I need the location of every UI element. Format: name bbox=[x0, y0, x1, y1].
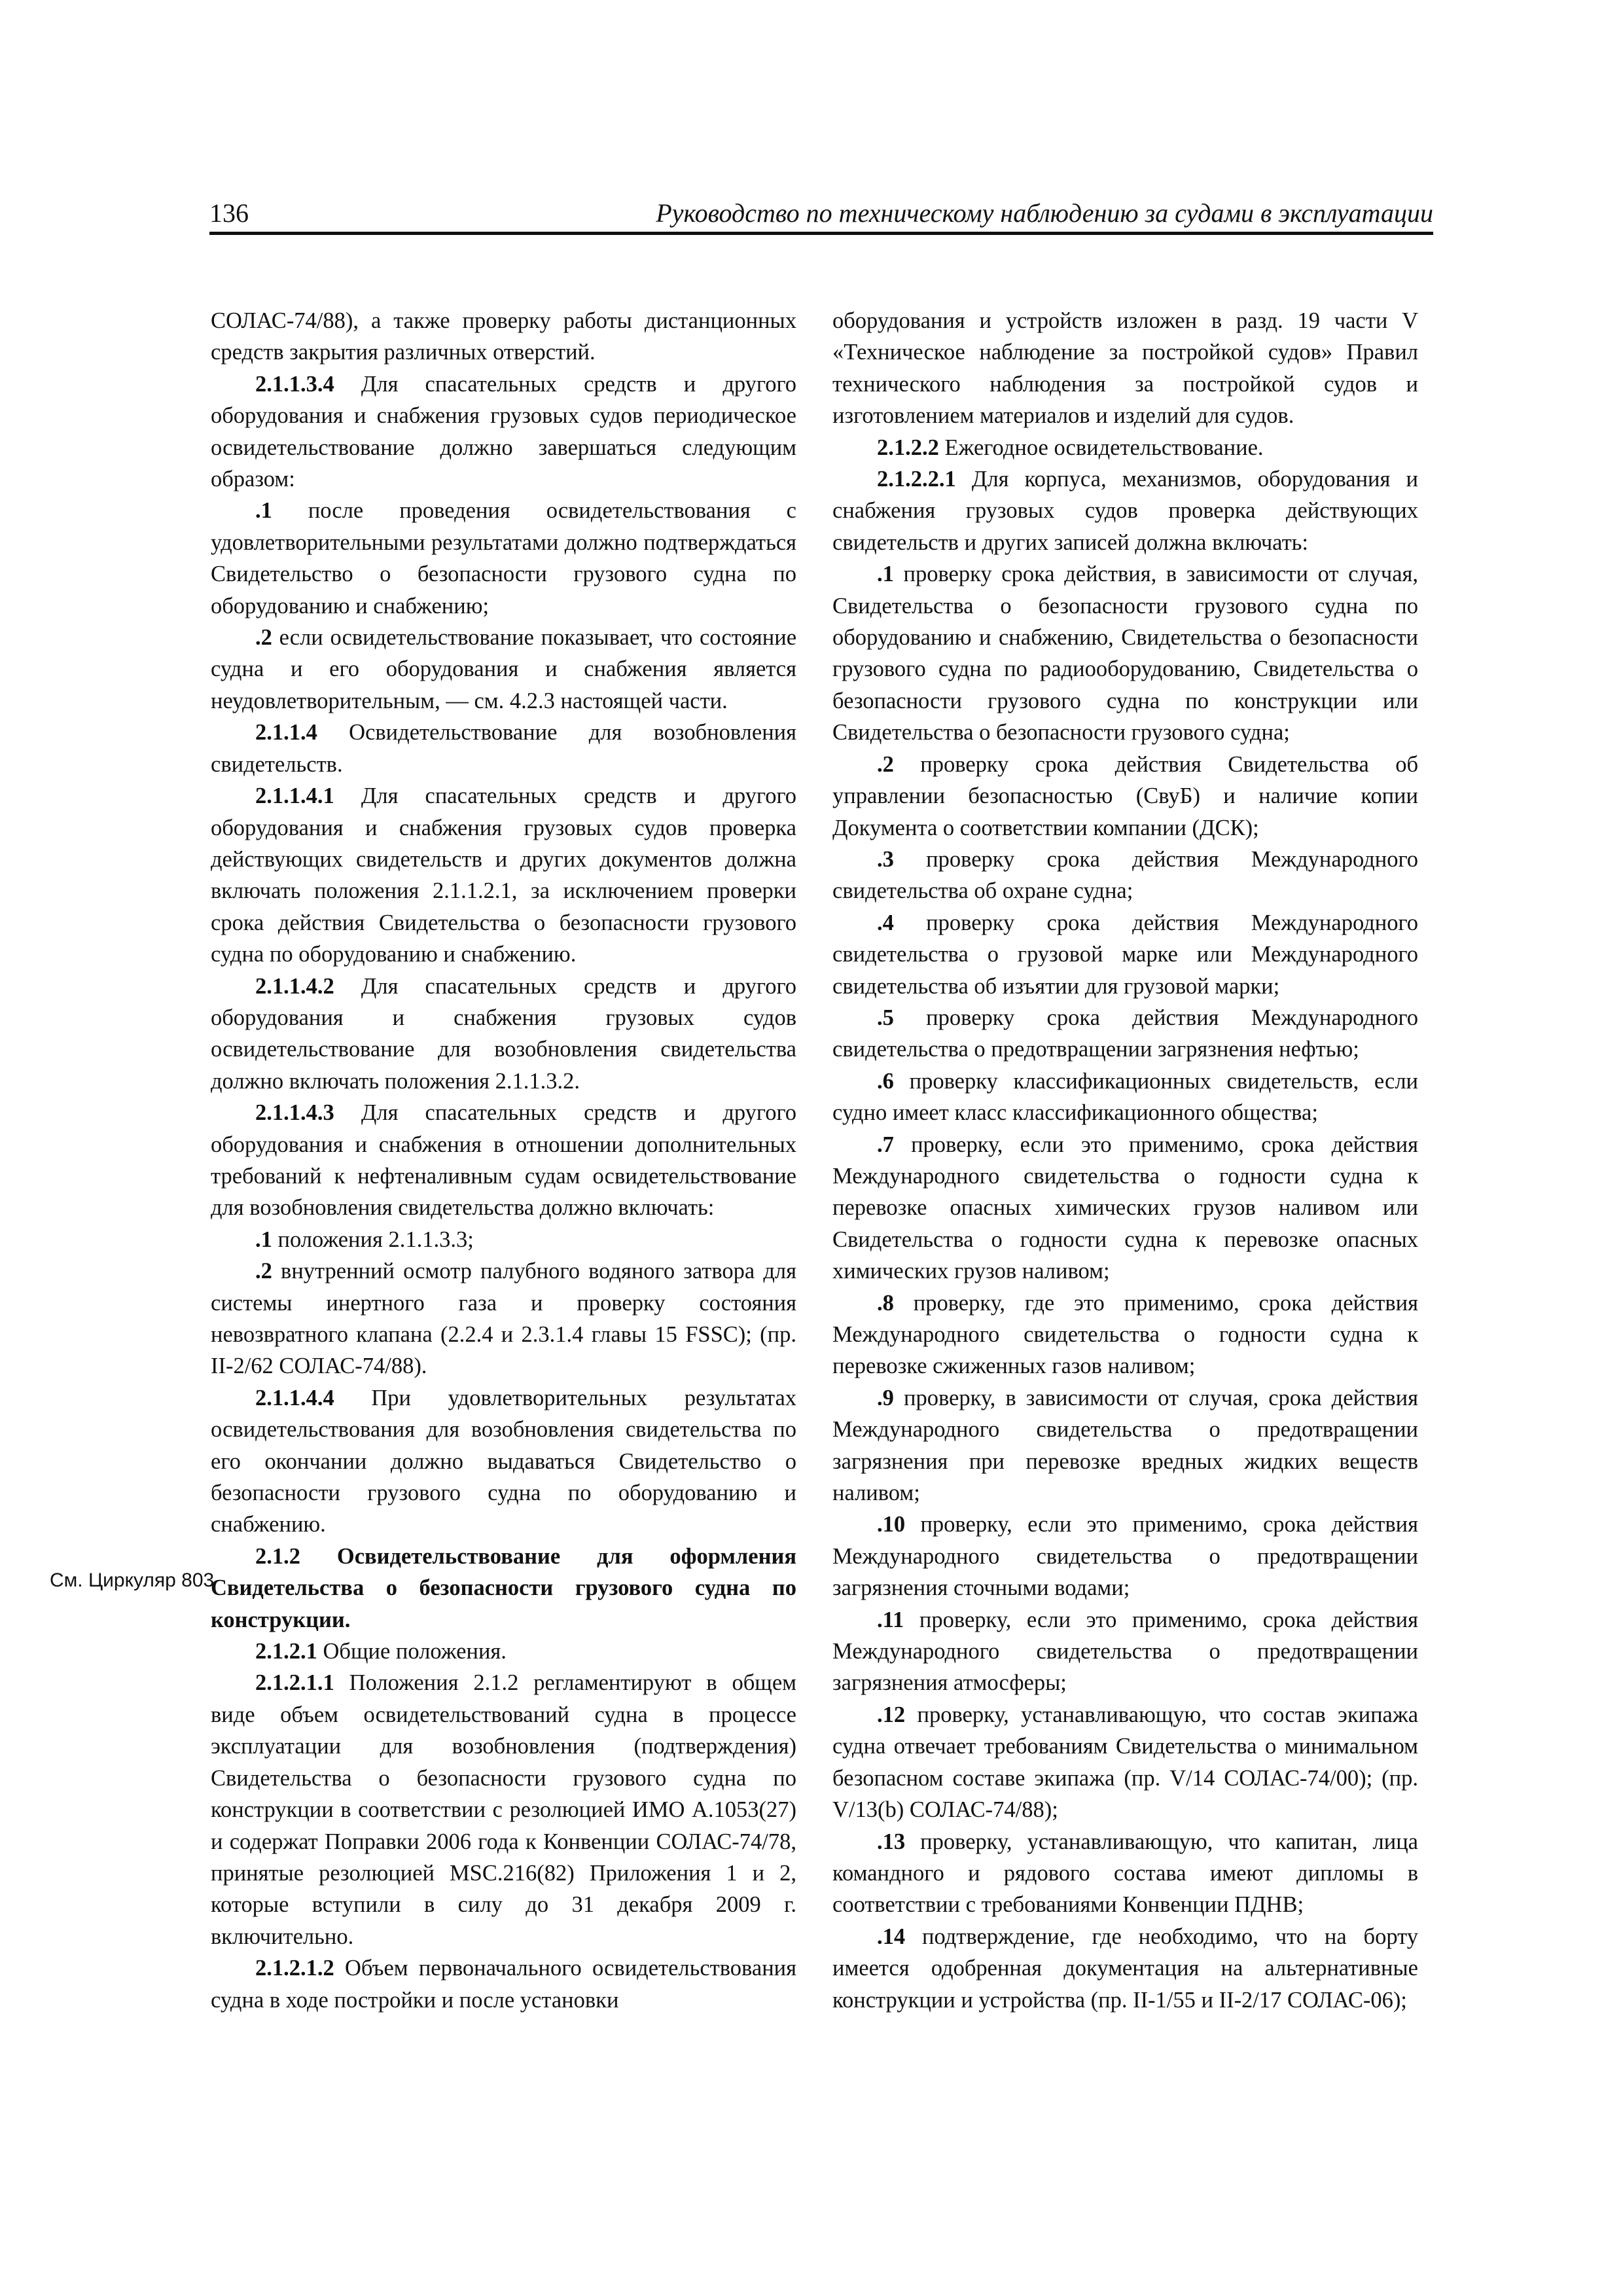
paragraph-text: СОЛАС-74/88), а также проверку работы дистанционных средств закрытия различных отверстий. bbox=[211, 308, 796, 365]
item-number: .2 bbox=[255, 625, 272, 651]
item-text: проверку, если это применимо, срока действия Международного свидетельства о предотвращении загрязнения атмосферы; bbox=[832, 1607, 1419, 1696]
section-heading: 2.1.2 Освидетельствование для оформления Свидетельства о безопасности грузового судна по конструкции. bbox=[211, 1543, 796, 1632]
list-item bbox=[211, 1224, 796, 1255]
paragraph bbox=[211, 780, 796, 970]
item-number: .1 bbox=[255, 498, 272, 524]
item-text: внутренний осмотр палубного водяного затвора для системы инертного газа и проверку состояния невозвратного клапана (2.2.4 и 2.3.1.4 главы 15 FSSC); (пр. II-2/62 СОЛАС-74/88). bbox=[211, 1259, 796, 1379]
paragraph-number: 2.1.2.1.2 bbox=[255, 1956, 334, 1981]
left-column bbox=[211, 305, 796, 2016]
item-text: проверку, если это применимо, срока действия Международного свидетельства о предотвращении загрязнения сточными водами; bbox=[832, 1512, 1418, 1601]
paragraph bbox=[832, 432, 1418, 463]
item-text: проверку, устанавливающую, что капитан, лица командного и рядового состава имеют дипломы в соответствии с требованиями Конвенции ПДНВ; bbox=[832, 1829, 1418, 1918]
list-item bbox=[832, 1604, 1418, 1699]
paragraph-number: 2.1.1.3.4 bbox=[255, 371, 334, 397]
paragraph-text: Ежегодное освидетельствование. bbox=[944, 435, 1264, 460]
list-item bbox=[832, 1921, 1418, 2016]
list-item bbox=[832, 1002, 1418, 1066]
item-number: .6 bbox=[877, 1068, 894, 1094]
list-item bbox=[832, 1382, 1418, 1509]
item-number: .10 bbox=[877, 1512, 906, 1537]
paragraph bbox=[211, 971, 796, 1098]
paragraph bbox=[211, 1382, 796, 1541]
item-number: .5 bbox=[877, 1005, 894, 1030]
item-number: .11 bbox=[877, 1607, 904, 1632]
header-rule bbox=[209, 232, 1433, 235]
paragraph-text: Освидетельствование для возобновления свидетельств. bbox=[211, 720, 797, 777]
paragraph-text: Объем первоначального освидетельствования судна в ходе постройки и после установки bbox=[211, 1956, 796, 2013]
running-title: Руководство по техническому наблюдению за судами в эксплуатации bbox=[656, 198, 1433, 228]
item-number: .7 bbox=[877, 1132, 894, 1157]
list-item bbox=[832, 907, 1418, 1002]
item-text: проверку, устанавливающую, что состав экипажа судна отвечает требованиям Свидетельства о минимальном безопасном составе экипажа (пр. V/14 СОЛАС-74/00); (пр. V/13(b) СОЛАС-74/88); bbox=[832, 1702, 1419, 1823]
item-number: .9 bbox=[877, 1385, 894, 1410]
paragraph-text: Для спасательных средств и другого оборудования и снабжения грузовых судов проверка действующих свидетельств и других документов должна включать положения 2.1.1.2.1, за исключением проверки срока действия Свидетельства о безопасности грузового судна по оборудованию и снабжению. bbox=[211, 783, 797, 967]
item-text: проверку срока действия Международного свидетельства о предотвращении загрязнения нефтью; bbox=[832, 1005, 1419, 1062]
item-text: подтверждение, где необходимо, что на борту имеется одобренная документация на альтернативные конструкции и устройства (пр. II-1/55 и II-2/17 СОЛАС-06); bbox=[832, 1924, 1419, 2013]
item-text: проверку срока действия, в зависимости от случая, Свидетельства о безопасности грузового судна по оборудованию и снабжению, Свидетельства о безопасности грузового судна по радиооборудованию, Свидетельства о безопасности грузового судна по конструкции или Свидетельства о безопасности грузового судна; bbox=[832, 562, 1419, 745]
paragraph-number: 2.1.1.4.4 bbox=[255, 1385, 334, 1410]
item-number: .4 bbox=[877, 910, 894, 935]
list-item bbox=[832, 749, 1418, 844]
paragraph bbox=[211, 1667, 796, 1952]
margin-note: См. Циркуляр 803 bbox=[50, 1570, 215, 1591]
item-text: положения 2.1.1.3.3; bbox=[277, 1227, 474, 1252]
item-text: проверку срока действия Свидетельства об управлении безопасностью (СвуБ) и наличие копии Документа о соответствии компании (ДСК); bbox=[832, 751, 1419, 840]
list-item bbox=[211, 622, 796, 717]
paragraph-text: Положения 2.1.2 регламентируют в общем виде объем освидетельствований судна в процессе эксплуатации для возобновления (подтверждения) Свидетельства о безопасности грузового судна по конструкции в соответствии с резолюцией ИМО А.1053(27) и содержат Поправки 2006 года к Конвенции СОЛАС-74/78, принятые резолюцией MSC.216(82) Приложения 1 и 2, которые вступили в силу до 31 декабря 2009 г. включительно. bbox=[211, 1670, 796, 1949]
paragraph-text: Для спасательных средств и другого оборудования и снабжения грузовых судов освидетельствование для возобновления свидетельства должно включать положения 2.1.1.3.2. bbox=[211, 973, 797, 1094]
right-column bbox=[832, 305, 1418, 2016]
paragraph-text: Для спасательных средств и другого оборудования и снабжения в отношении дополнительных требований к нефтеналивным судам освидетельствование для возобновления свидетельства должно включать: bbox=[211, 1100, 797, 1221]
item-text: проверку, где это применимо, срока действия Международного свидетельства о годности судна к перевозке сжиженных газов наливом; bbox=[832, 1290, 1419, 1379]
list-item bbox=[832, 844, 1418, 907]
paragraph bbox=[211, 1097, 796, 1224]
paragraph-text: Для корпуса, механизмов, оборудования и снабжения грузовых судов проверка действующих свидетельств и других записей должна включать: bbox=[832, 467, 1418, 555]
list-item bbox=[832, 1129, 1418, 1287]
item-text: проверку, если это применимо, срока действия Международного свидетельства о годности судна к перевозке опасных химических грузов наливом или Свидетельства о годности судна к перевозке опасных химических грузов наливом; bbox=[832, 1132, 1418, 1284]
paragraph-number: 2.1.1.4.2 bbox=[255, 973, 334, 999]
paragraph-number: 2.1.2.1 bbox=[255, 1639, 317, 1664]
list-item bbox=[832, 1066, 1418, 1129]
paragraph-text: оборудования и устройств изложен в разд. 19 части V «Техническое наблюдение за постройкой судов» Правил технического наблюдения за постройкой судов и изготовлением материалов и изделий для судов. bbox=[832, 308, 1418, 429]
item-number: .2 bbox=[255, 1259, 272, 1284]
item-text: проверку, в зависимости от случая, срока действия Международного свидетельства о предотвращении загрязнения при перевозке вредных жидких веществ наливом; bbox=[832, 1385, 1419, 1506]
paragraph bbox=[211, 717, 796, 780]
item-number: .12 bbox=[877, 1702, 906, 1727]
paragraph-text: Для спасательных средств и другого оборудования и снабжения грузовых судов периодическое освидетельствование должно завершаться следующим образом: bbox=[211, 371, 797, 492]
list-item bbox=[832, 1826, 1418, 1921]
list-item bbox=[211, 495, 796, 622]
item-number: .13 bbox=[877, 1829, 906, 1854]
paragraph-text: При удовлетворительных результатах освидетельствования для возобновления свидетельства по его окончании должно выдаваться Свидетельство о безопасности грузового судна по оборудованию и снабжению. bbox=[211, 1385, 797, 1537]
list-item bbox=[832, 558, 1418, 748]
item-text: проверку классификационных свидетельств, если судно имеет класс классификационного общества; bbox=[832, 1068, 1419, 1126]
paragraph bbox=[211, 1952, 796, 2016]
paragraph-number: 2.1.1.4.3 bbox=[255, 1100, 334, 1126]
paragraph-number: 2.1.2.1.1 bbox=[255, 1670, 334, 1696]
list-item bbox=[832, 1287, 1418, 1382]
list-item bbox=[832, 1509, 1418, 1604]
item-text: проверку срока действия Международного свидетельства об охране судна; bbox=[832, 846, 1419, 904]
paragraph bbox=[832, 305, 1418, 432]
item-number: .14 bbox=[877, 1924, 906, 1949]
item-text: после проведения освидетельствования с удовлетворительными результатами должно подтверждаться Свидетельство о безопасности грузового судна по оборудованию и снабжению; bbox=[211, 498, 796, 619]
paragraph-number: 2.1.1.4.1 bbox=[255, 783, 334, 809]
item-text: если освидетельствование показывает, что состояние судна и его оборудования и снабжения является неудовлетворительным, — см. 4.2.3 настоящей части. bbox=[211, 625, 797, 713]
paragraph bbox=[211, 305, 796, 368]
item-number: .1 bbox=[877, 562, 894, 587]
paragraph-number: 2.1.2.2.1 bbox=[877, 467, 956, 492]
item-number: .8 bbox=[877, 1290, 894, 1316]
page-number: 136 bbox=[209, 198, 249, 228]
item-number: .1 bbox=[255, 1227, 272, 1252]
item-number: .3 bbox=[877, 846, 894, 872]
list-item bbox=[832, 1699, 1418, 1826]
item-text: проверку срока действия Международного свидетельства о грузовой марке или Международного свидетельства об изъятии для грузовой марки; bbox=[832, 910, 1419, 999]
page-header bbox=[209, 194, 1433, 233]
paragraph-number: 2.1.2.2 bbox=[877, 435, 939, 460]
paragraph bbox=[211, 368, 796, 495]
paragraph-number: 2.1.1.4 bbox=[255, 720, 317, 745]
paragraph-text: Общие положения. bbox=[323, 1639, 507, 1664]
paragraph bbox=[211, 1636, 796, 1667]
list-item bbox=[211, 1255, 796, 1382]
paragraph bbox=[832, 463, 1418, 558]
item-number: .2 bbox=[877, 751, 894, 777]
